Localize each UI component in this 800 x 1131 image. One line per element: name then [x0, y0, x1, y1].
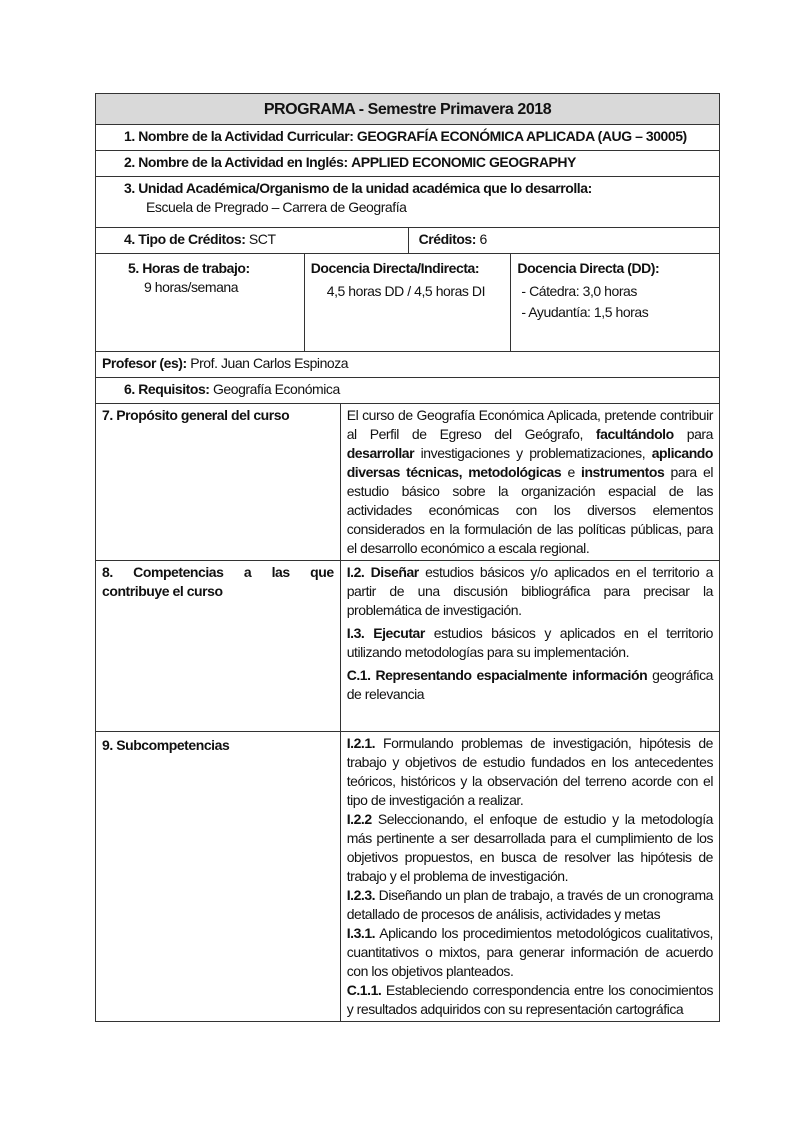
text: para el estudio básico sobre la organización espacial de las actividades económicas con los diversos elementos considerados en la formulación de las políticas públicas, para el desarrollo económico a escala regional. [346, 464, 713, 556]
purpose-label-cell [96, 404, 341, 561]
academic-unit-row [96, 177, 720, 228]
direct-teaching-cell [511, 254, 720, 352]
activity-english-label: 2. Nombre de la Actividad en Inglés: [124, 154, 348, 170]
paragraph [347, 734, 713, 810]
paragraph [347, 406, 713, 558]
activity-english-value: APPLIED ECONOMIC GEOGRAPHY [351, 154, 576, 170]
purpose-text [340, 404, 719, 561]
text: investigaciones y problematizaciones, [414, 445, 652, 461]
credit-type-label: 4. Tipo de Créditos: [124, 231, 246, 247]
bold-text: instrumentos [581, 464, 665, 480]
text: Estableciendo correspondencia entre los conocimientos y resultados adquiridos con su representación cartográfica [346, 982, 713, 1017]
paragraph [347, 624, 713, 662]
requirements-value: Geografía Económica [212, 381, 340, 397]
bold-text: aplicando diversas técnicas, metodológicas [346, 445, 713, 480]
purpose-label: 7. Propósito general del curso [102, 407, 290, 423]
bold-text: I.3.1. [346, 925, 376, 941]
professor-label: Profesor (es): [102, 355, 187, 371]
activity-name-row [96, 125, 720, 151]
text: Formulando problemas de investigación, hipótesis de trabajo y objetivos de estudio fundados en los antecedentes teóricos, históricos y la observación del terreno acorde con el tipo de investigación a realizar. [346, 735, 713, 808]
activity-name-value: GEOGRAFÍA ECONÓMICA APLICADA (AUG – 30005) [356, 128, 687, 144]
credits-value: 6 [479, 231, 487, 247]
credits-cell [408, 228, 719, 254]
text: Diseñando un plan de trabajo, a través de un cronograma detallado de procesos de análisis, actividades y metas [346, 887, 713, 922]
academic-unit-value: Escuela de Pregrado – Carrera de Geografía [146, 199, 407, 215]
teaching-cell [304, 254, 511, 352]
text: El curso de Geografía Económica Aplicada, pretende contribuir al Perfil de Egreso del Geógrafo, [346, 407, 713, 442]
credit-type-cell [96, 228, 409, 254]
bold-text: desarrollar [346, 445, 415, 461]
requirements-row [96, 378, 720, 404]
text: estudios básicos y aplicados en el territorio utilizando metodologías para su implementación. [346, 625, 714, 660]
work-hours-value: 9 horas/semana [144, 279, 239, 295]
requirements-label: 6. Requisitos: [124, 381, 210, 397]
bold-text: I.3. Ejecutar [346, 625, 425, 641]
text: e [561, 464, 582, 480]
program-table [95, 93, 720, 1022]
credit-type-value: SCT [248, 231, 276, 247]
work-hours-cell [96, 254, 305, 352]
text: Aplicando los procedimientos metodológicos cualitativos, cuantitativos o mixtos, para generar información de acuerdo con los objetivos planteados. [346, 925, 713, 979]
teaching-value: 4,5 horas DD / 4,5 horas DI [326, 283, 486, 299]
activity-english-row [96, 151, 720, 177]
text: para [673, 426, 713, 442]
competencies-label-cell [96, 561, 341, 732]
program-title: PROGRAMA - Semestre Primavera 2018 [96, 94, 720, 125]
bold-text: C.1.1. [346, 982, 382, 998]
competencies-text [340, 561, 719, 732]
text: geográfica de relevancia [346, 667, 713, 702]
bold-text: I.2.1. [346, 735, 376, 751]
work-hours-label: 5. Horas de trabajo: [128, 260, 250, 276]
paragraph [347, 886, 713, 924]
bold-text: I.2. Diseñar [346, 564, 419, 580]
direct-teaching-item: - Cátedra: 3,0 horas [521, 283, 637, 299]
bold-text: I.2.2 [346, 811, 372, 827]
text: Seleccionando, el enfoque de estudio y la metodología más pertinente a ser desarrollada para el cumplimiento de los objetivos propuestos, en busca de resolver las hipótesis de trabajo y el problema de investigación. [346, 811, 713, 884]
bold-text: facultándolo [595, 426, 674, 442]
professor-value: Prof. Juan Carlos Espinoza [190, 355, 349, 371]
direct-teaching-item: - Ayudantía: 1,5 horas [521, 304, 649, 320]
credits-label: Créditos: [418, 231, 476, 247]
paragraph [347, 981, 713, 1019]
academic-unit-label: 3. Unidad Académica/Organismo de la unidad académica que lo desarrolla: [124, 180, 592, 196]
competencies-label: 8. Competencias a las que contribuye el curso [102, 564, 334, 599]
text: estudios básicos y/o aplicados en el territorio a partir de una discusión bibliográfica para precisar la problemática de investigación. [346, 564, 713, 618]
subcompetencies-label-cell [96, 732, 341, 1022]
bold-text: I.2.3. [346, 887, 376, 903]
teaching-label: Docencia Directa/Indirecta: [310, 260, 480, 276]
paragraph [347, 666, 713, 704]
subcompetencies-text [340, 732, 719, 1022]
paragraph [347, 563, 713, 620]
paragraph [347, 810, 713, 886]
subcompetencies-label: 9. Subcompetencias [102, 737, 230, 753]
activity-name-label: 1. Nombre de la Actividad Curricular: [124, 128, 354, 144]
bold-text: C.1. Representando espacialmente información [346, 667, 648, 683]
direct-teaching-label: Docencia Directa (DD): [517, 260, 660, 276]
professor-row [96, 352, 720, 378]
paragraph [347, 924, 713, 981]
